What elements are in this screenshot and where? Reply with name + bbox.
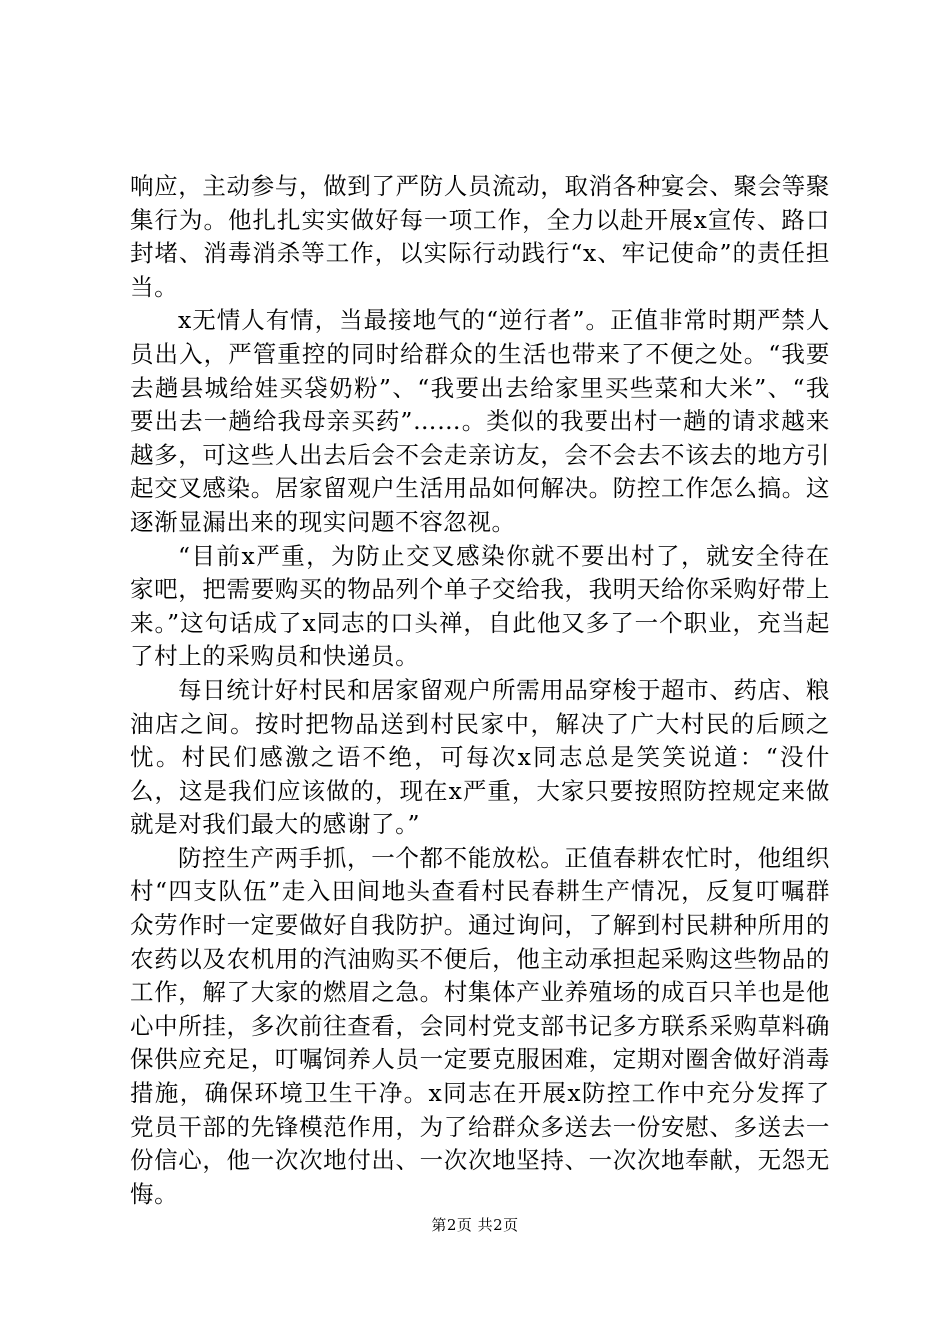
paragraph-4: 每日统计好村民和居家留观户所需用品穿梭于超市、药店、粮油店之间。按时把物品送到村民家中，解决了广大村民的后顾之忧。村民们感激之语不绝，可每次x同志总是笑笑说道：“没什么，这是我们应该做的，现在x严重，大家只要按照防控规定来做就是对我们最大的感谢了。” [130,675,830,839]
paragraph-5: 防控生产两手抓，一个都不能放松。正值春耕农忙时，他组织村“四支队伍”走入田间地头查看村民春耕生产情况，反复叮嘱群众劳作时一定要做好自我防护。通过询问，了解到村民耕种所用的农药以及农机用的汽油购买不便后，他主动承担起采购这些物品的工作，解了大家的燃眉之急。村集体产业养殖场的成百只羊也是他心中所挂，多次前往查看，会同村党支部书记多方联系采购草料确保供应充足，叮嘱饲养人员一定要克服困难，定期对圈舍做好消毒措施，确保环境卫生干净。x同志在开展x防控工作中充分发挥了党员干部的先锋模范作用，为了给群众多送去一份安慰、多送去一份信心，他一次次地付出、一次次地坚持、一次次地奉献，无怨无悔。 [130,843,830,1208]
paragraph-2: x无情人有情，当最接地气的“逆行者”。正值非常时期严禁人员出入，严管重控的同时给群众的生活也带来了不便之处。“我要去趟县城给娃买袋奶粉”、“我要出去给家里买些菜和大米”、“我要出去一趟给我母亲买药”……。类似的我要出村一趟的请求越来越多，可这些人出去后会不会走亲访友，会不会去不该去的地方引起交叉感染。居家留观户生活用品如何解决。防控工作怎么搞。这逐渐显漏出来的现实问题不容忽视。 [130,306,830,536]
page-number-footer: 第2页 共2页 [431,1216,519,1234]
paragraph-1: 响应，主动参与，做到了严防人员流动，取消各种宴会、聚会等聚集行为。他扎扎实实做好每一项工作，全力以赴开展x宣传、路口封堵、消毒消杀等工作，以实际行动践行“x、牢记使命”的责任担当。 [130,172,830,301]
paragraph-3: “目前x严重，为防止交叉感染你就不要出村了，就安全待在家吧，把需要购买的物品列个单子交给我，我明天给你采购好带上来。”这句话成了x同志的口头禅，自此他又多了一个职业，充当起了村上的采购员和快递员。 [130,541,830,671]
document-body [130,170,830,1211]
